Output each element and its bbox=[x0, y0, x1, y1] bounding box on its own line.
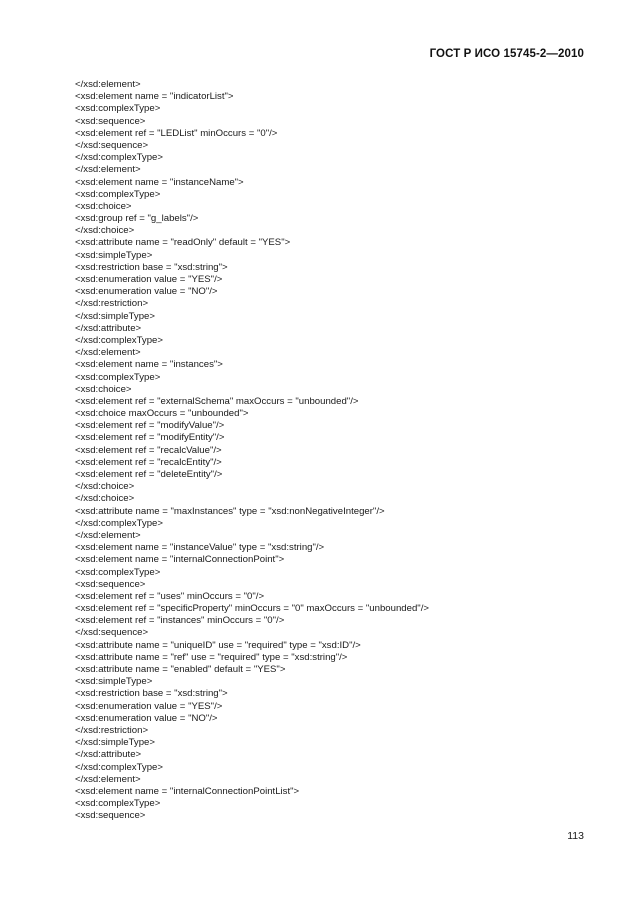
code-line: <xsd:element name = "instances"> bbox=[75, 359, 223, 371]
code-line: </xsd:attribute> bbox=[75, 322, 142, 334]
code-line: <xsd:element name = "internalConnectionPoint"> bbox=[75, 554, 285, 566]
code-line: </xsd:complexType> bbox=[75, 152, 163, 164]
code-line: <xsd:choice maxOccurs = "unbounded"> bbox=[75, 408, 249, 420]
code-line: </xsd:element> bbox=[75, 79, 141, 90]
code-line: </xsd:restriction> bbox=[75, 724, 149, 736]
code-line: <xsd:enumeration value = "NO"/> bbox=[75, 712, 218, 724]
code-line: <xsd:sequence> bbox=[75, 810, 146, 822]
code-line: <xsd:attribute name = "ref" use = "required" type = "xsd:string"/> bbox=[75, 651, 348, 663]
code-line: <xsd:attribute name = "enabled" default = "YES"> bbox=[75, 664, 286, 675]
code-line: </xsd:sequence> bbox=[75, 139, 149, 151]
code-line: </xsd:complexType> bbox=[75, 761, 163, 773]
code-line: </xsd:complexType> bbox=[75, 334, 163, 346]
code-line: <xsd:restriction base = "xsd:string"> bbox=[75, 688, 228, 700]
code-line: <xsd:element name = "instanceName"> bbox=[75, 176, 244, 188]
code-line: </xsd:simpleType> bbox=[75, 310, 155, 322]
code-line: <xsd:element ref = "modifyEntity"/> bbox=[75, 432, 225, 444]
code-line: </xsd:simpleType> bbox=[75, 737, 155, 749]
code-line: <xsd:attribute name = "maxInstances" type = "xsd:nonNegativeInteger"/> bbox=[75, 505, 385, 517]
code-line: <xsd:restriction base = "xsd:string"> bbox=[75, 261, 228, 273]
code-line: </xsd:element> bbox=[75, 773, 141, 785]
code-line: </xsd:complexType> bbox=[75, 517, 163, 529]
code-line: <xsd:attribute name = "readOnly" default = "YES"> bbox=[75, 237, 291, 249]
code-line: <xsd:simpleType> bbox=[75, 676, 153, 688]
code-line: </xsd:restriction> bbox=[75, 298, 149, 310]
code-line: <xsd:complexType> bbox=[75, 566, 161, 578]
code-line: <xsd:complexType> bbox=[75, 103, 161, 115]
code-line: <xsd:complexType> bbox=[75, 188, 161, 200]
code-line: <xsd:element ref = "recalcEntity"/> bbox=[75, 456, 222, 468]
code-line: <xsd:group ref = "g_labels"/> bbox=[75, 213, 199, 225]
code-line: </xsd:choice> bbox=[75, 481, 135, 493]
code-line: <xsd:element ref = "instances" minOccurs = "0"/> bbox=[75, 615, 285, 627]
code-line: <xsd:element ref = "modifyValue"/> bbox=[75, 420, 225, 432]
code-line: <xsd:sequence> bbox=[75, 115, 146, 127]
code-line: </xsd:choice> bbox=[75, 493, 135, 505]
xsd-code-listing bbox=[75, 79, 595, 822]
page-number: 113 bbox=[567, 830, 584, 842]
code-line: <xsd:element name = "indicatorList"> bbox=[75, 91, 234, 103]
code-line: <xsd:choice> bbox=[75, 383, 132, 395]
code-line: <xsd:element ref = "recalcValue"/> bbox=[75, 444, 222, 456]
code-line: <xsd:complexType> bbox=[75, 798, 161, 810]
code-line: <xsd:simpleType> bbox=[75, 249, 153, 261]
code-line: <xsd:complexType> bbox=[75, 371, 161, 383]
code-line: <xsd:element ref = "LEDList" minOccurs = "0"/> bbox=[75, 127, 278, 139]
code-line: <xsd:enumeration value = "NO"/> bbox=[75, 286, 218, 298]
page-header-standard-id: ГОСТ Р ИСО 15745-2—2010 bbox=[429, 48, 584, 60]
code-line: <xsd:attribute name = "uniqueID" use = "required" type = "xsd:ID"/> bbox=[75, 639, 361, 651]
code-line: <xsd:element name = "internalConnectionPointList"> bbox=[75, 785, 300, 797]
code-line: </xsd:element> bbox=[75, 529, 141, 541]
code-line: <xsd:element name = "instanceValue" type = "xsd:string"/> bbox=[75, 542, 325, 554]
code-line: <xsd:sequence> bbox=[75, 578, 146, 590]
code-line: </xsd:element> bbox=[75, 347, 141, 359]
code-line: <xsd:enumeration value = "YES"/> bbox=[75, 700, 223, 712]
code-line: <xsd:enumeration value = "YES"/> bbox=[75, 274, 223, 285]
code-line: <xsd:element ref = "specificProperty" minOccurs = "0" maxOccurs = "unbounded"/> bbox=[75, 603, 429, 615]
code-line: <xsd:choice> bbox=[75, 200, 132, 212]
code-line: <xsd:element ref = "uses" minOccurs = "0"/> bbox=[75, 590, 265, 602]
code-line: </xsd:element> bbox=[75, 164, 141, 176]
code-line: </xsd:attribute> bbox=[75, 749, 142, 761]
code-line: <xsd:element ref = "deleteEntity"/> bbox=[75, 469, 223, 480]
code-line: </xsd:sequence> bbox=[75, 627, 149, 639]
code-line: <xsd:element ref = "externalSchema" maxOccurs = "unbounded"/> bbox=[75, 395, 359, 407]
code-line: </xsd:choice> bbox=[75, 225, 135, 237]
